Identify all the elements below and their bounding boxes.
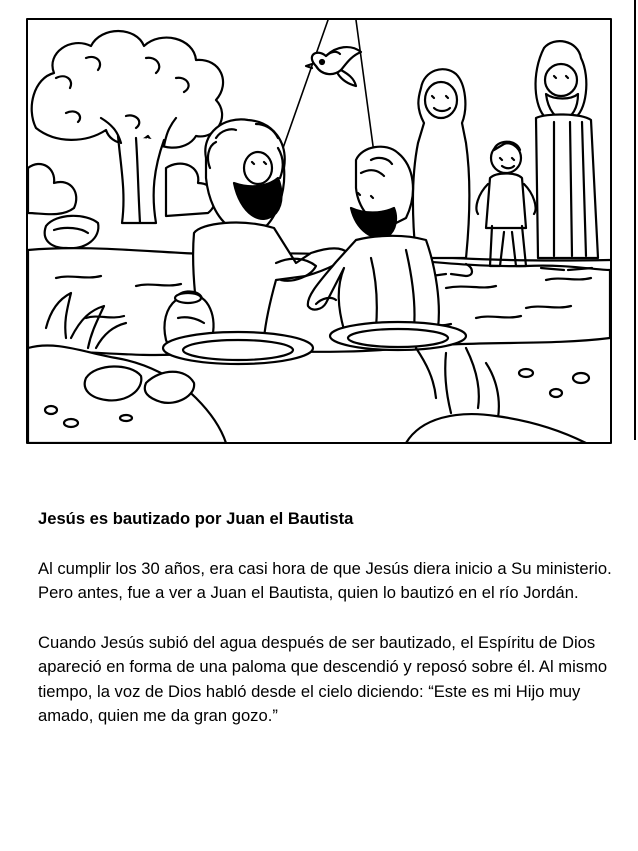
rock-left bbox=[45, 216, 99, 248]
story-text bbox=[38, 507, 618, 754]
baptism-coloring-illustration bbox=[26, 18, 612, 444]
story-paragraph-2: Cuando Jesús subió del agua después de ser bautizado, el Espíritu de Dios apareció en forma de una paloma que descendió y reposó sobre él. Al mismo tiempo, la voz de Dios habló desde el cielo diciendo: “Este es mi Hijo muy amado, quien me da gran gozo.” bbox=[38, 632, 608, 725]
story-paragraph-1: Al cumplir los 30 años, era casi hora de que Jesús diera inicio a Su ministerio. Pero antes, fue a ver a Juan el Bautista, quien lo bautizó en el río Jordán. bbox=[38, 558, 612, 602]
story-title: Jesús es bautizado por Juan el Bautista bbox=[38, 509, 354, 528]
page-edge-line bbox=[634, 0, 636, 440]
